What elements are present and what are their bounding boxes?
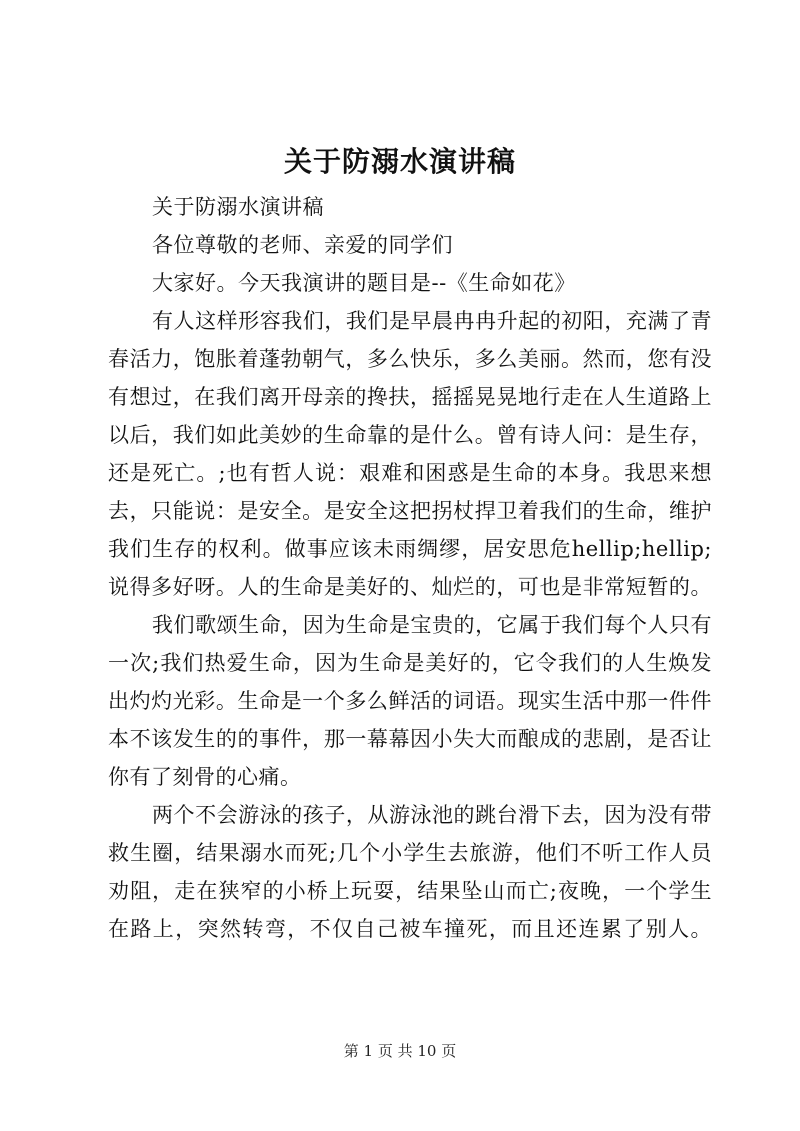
text-line: 我们生存的权利。做事应该未雨绸缪，居安思危hellip;hellip; (108, 537, 712, 561)
text-line: 以后，我们如此美妙的生命靠的是什么。曾有诗人问：是生存， (108, 423, 712, 447)
text-line: 一次;我们热爱生命，因为生命是美好的，它令我们的人生焕发 (108, 651, 712, 675)
text-line: 你有了刻骨的心痛。 (108, 765, 302, 789)
text-line: 救生圈，结果溺水而死;几个小学生去旅游，他们不听工作人员 (108, 841, 712, 865)
text-line: 劝阻，走在狭窄的小桥上玩耍，结果坠山而亡;夜晚，一个学生 (108, 879, 712, 903)
text-line: 有人这样形容我们，我们是早晨冉冉升起的初阳，充满了青 (152, 309, 712, 333)
text-line: 去，只能说：是安全。是安全这把拐杖捍卫着我们的生命，维护 (108, 499, 712, 523)
text-line: 两个不会游泳的孩子，从游泳池的跳台滑下去，因为没有带 (152, 803, 712, 827)
page-footer: 第 1 页 共 10 页 (343, 1042, 457, 1060)
text-line: 在路上，突然转弯，不仅自己被车撞死，而且还连累了别人。 (108, 917, 712, 941)
text-line: 有想过，在我们离开母亲的搀扶，摇摇晃晃地行走在人生道路上 (108, 385, 712, 409)
text-line: 我们歌颂生命，因为生命是宝贵的，它属于我们每个人只有 (152, 613, 712, 637)
text-line: 关于防溺水演讲稿 (152, 195, 324, 219)
text-line: 大家好。今天我演讲的题目是--《生命如花》 (152, 271, 576, 295)
text-line: 出灼灼光彩。生命是一个多么鲜活的词语。现实生活中那一件件 (108, 689, 712, 713)
text-line: 春活力，饱胀着蓬勃朝气，多么快乐，多么美丽。然而，您有没 (108, 347, 712, 371)
text-line: 各位尊敬的老师、亲爱的同学们 (152, 233, 453, 257)
text-line: 还是死亡。;也有哲人说：艰难和困惑是生命的本身。我思来想 (108, 461, 712, 485)
paragraph-3 (108, 796, 712, 948)
text-line: 本不该发生的的事件，那一幕幕因小失大而酿成的悲剧，是否让 (108, 727, 712, 751)
document-title: 关于防溺水演讲稿 (283, 145, 516, 178)
paragraph-2 (108, 606, 712, 796)
document-body (108, 188, 712, 948)
text-line: 说得多好呀。人的生命是美好的、灿烂的，可也是非常短暂的。 (108, 575, 712, 599)
paragraph-1 (108, 302, 712, 606)
